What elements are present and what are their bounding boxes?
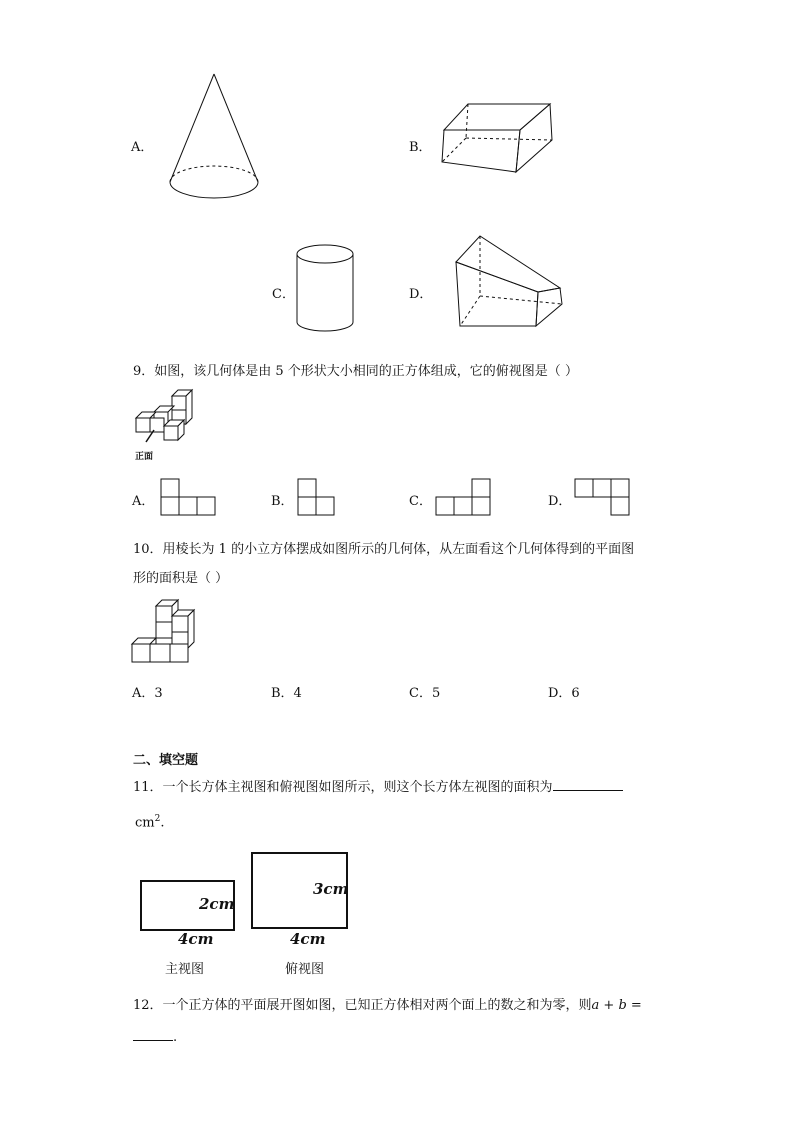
- q10-text-line2: 形的面积是（ ）: [133, 571, 229, 586]
- cuboid-figure: [440, 100, 560, 180]
- q10-option-d: D．6: [548, 686, 580, 701]
- front-face-label: 正面: [135, 452, 154, 462]
- q11-unit: [135, 814, 164, 830]
- top-width-label: 4cm: [290, 930, 326, 948]
- q12-expression: a + b =: [591, 998, 642, 1013]
- q12-question: 12．一个正方体的平面展开图如图，已知正方体相对两个面上的数之和为零，则: [133, 998, 592, 1013]
- q9-text: 9．如图，该几何体是由 5 个形状大小相同的正方体组成，它的俯视图是（ ）: [133, 364, 578, 379]
- q9-option-b-label: B．: [271, 494, 294, 509]
- top-height-label: 3cm: [313, 880, 349, 898]
- q11-question: 11．一个长方体主视图和俯视图如图所示，则这个长方体左视图的面积为: [133, 780, 553, 795]
- q10-cubes-figure: [130, 598, 202, 668]
- q9-option-a-label: A．: [132, 494, 155, 509]
- unit-text: cm: [135, 815, 155, 831]
- q8-option-c-label: C．: [272, 287, 295, 302]
- q10-text-line1: 10．用棱长为 1 的小立方体摆成如图所示的几何体，从左面看这个几何体得到的平面图: [133, 542, 635, 557]
- unit-end: .: [160, 815, 165, 831]
- q8-option-a-label: A．: [131, 140, 154, 155]
- cylinder-figure: [294, 243, 358, 335]
- q9-option-d-label: D．: [548, 494, 572, 509]
- q9-option-d-grid: [574, 478, 634, 518]
- q8-option-d-label: D．: [409, 287, 433, 302]
- q11-text: [133, 776, 623, 795]
- front-width-label: 4cm: [178, 930, 214, 948]
- front-view-caption: 主视图: [165, 962, 205, 977]
- top-view-caption: 俯视图: [285, 962, 325, 977]
- q12-answer-line: [133, 1026, 177, 1045]
- front-height-label: 2cm: [199, 895, 235, 913]
- q10-option-c: C．5: [409, 686, 441, 701]
- q9-option-c-label: C．: [409, 494, 432, 509]
- q12-answer-blank: [133, 1026, 173, 1041]
- q10-option-a: A．3: [132, 686, 163, 701]
- cone-figure: [160, 70, 270, 210]
- q8-option-b-label: B．: [409, 140, 432, 155]
- q12-end: .: [173, 1030, 178, 1045]
- unit-sup: 2: [154, 814, 161, 824]
- q9-option-b-grid: [297, 478, 339, 518]
- prism-figure: [450, 232, 570, 332]
- section-heading: 二、填空题: [133, 753, 199, 768]
- q11-answer-blank: [553, 776, 623, 791]
- q9-option-a-grid: [160, 478, 220, 518]
- q9-cubes-figure: [132, 386, 196, 446]
- q12-text: [133, 994, 642, 1013]
- q9-option-c-grid: [435, 478, 495, 518]
- q10-option-b: B．4: [271, 686, 302, 701]
